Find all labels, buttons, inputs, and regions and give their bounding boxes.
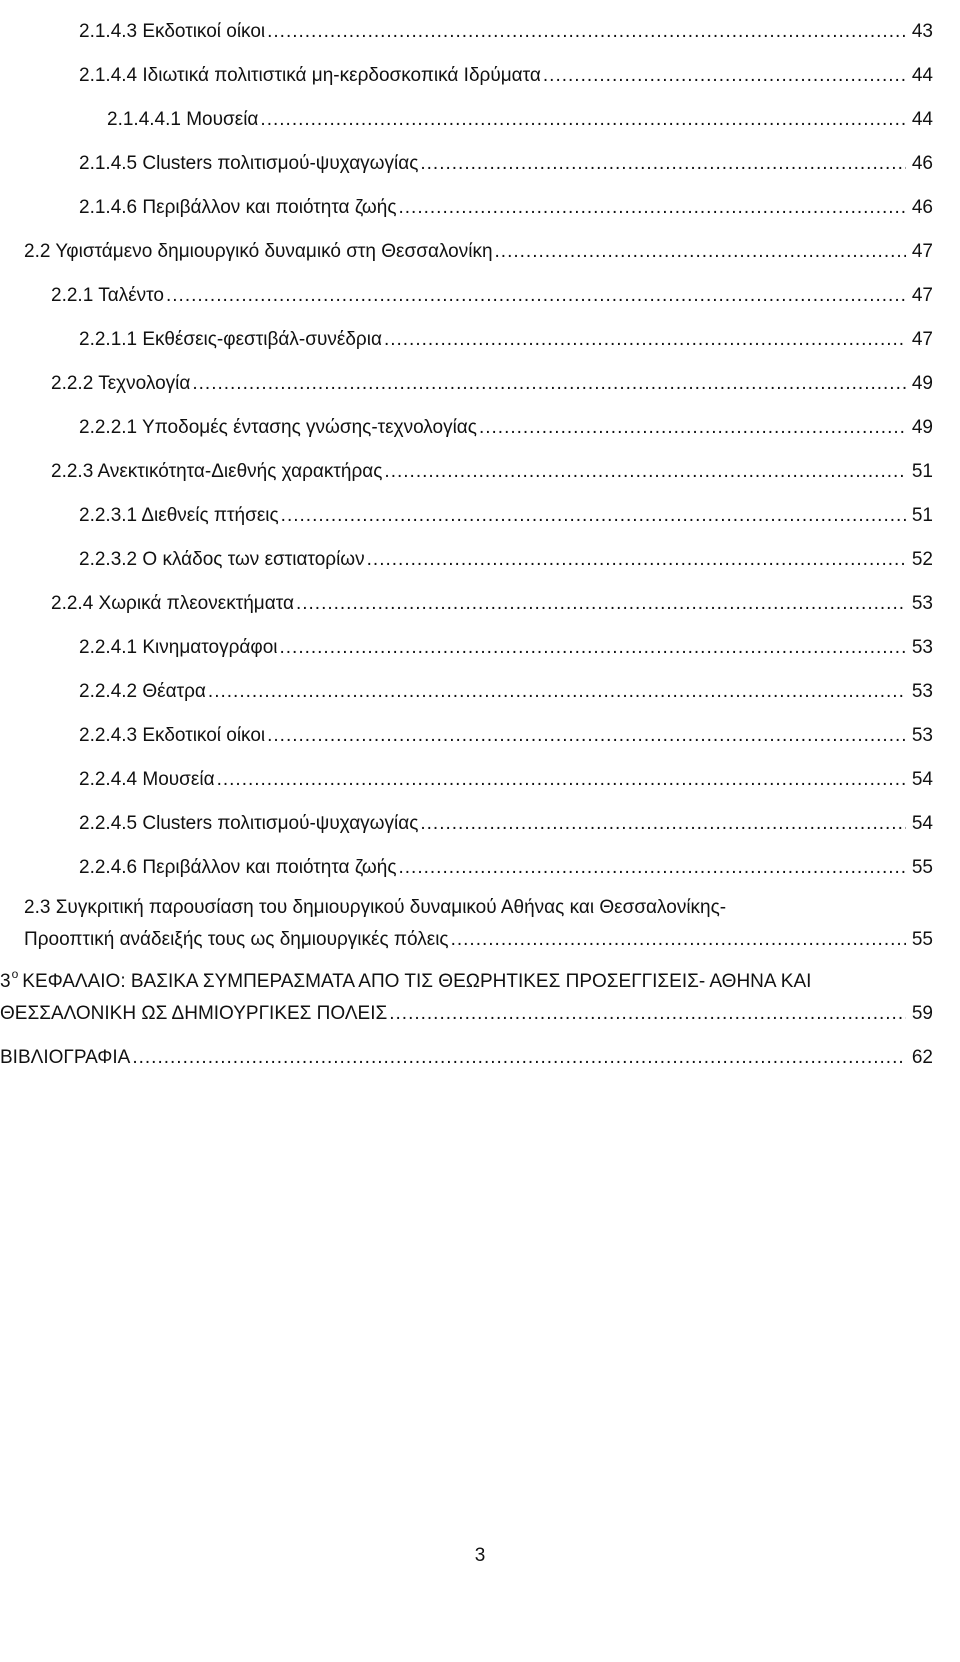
toc-entry-page: 53: [911, 725, 933, 746]
toc-entry[interactable]: [79, 856, 933, 880]
toc-dot-leader: [208, 680, 906, 704]
toc-dot-leader: [479, 416, 906, 440]
toc-dot-leader: [192, 372, 906, 396]
toc-entry-page: 49: [911, 417, 933, 438]
toc-entry-label: 2.2.3.2 Ο κλάδος των εστιατορίων: [79, 549, 365, 570]
toc-dot-leader: [217, 768, 906, 792]
toc-entry[interactable]: [79, 196, 933, 220]
toc-entry[interactable]: [79, 724, 933, 748]
toc-entry[interactable]: [79, 768, 933, 792]
toc-entry-chapter-3[interactable]: [0, 1002, 933, 1026]
toc-dot-leader: [384, 460, 905, 484]
toc-entry-page: 44: [911, 65, 933, 86]
toc-dot-leader: [132, 1046, 906, 1070]
toc-entry-label: 2.2 Υφιστάμενο δημιουργικό δυναμικό στη Θεσσαλονίκη: [24, 241, 493, 262]
toc-entry[interactable]: [51, 372, 933, 396]
toc-dot-leader: [296, 592, 906, 616]
toc-dot-leader: [420, 812, 905, 836]
toc-entry[interactable]: [79, 680, 933, 704]
toc-dot-leader: [451, 928, 906, 952]
toc-entry[interactable]: [79, 64, 933, 88]
toc-entry[interactable]: [79, 812, 933, 836]
toc-entry-page: 53: [911, 637, 933, 658]
toc-entry-label: 2.2.4.2 Θέατρα: [79, 681, 206, 702]
toc-entry[interactable]: [51, 284, 933, 308]
toc-entry-page: 62: [911, 1047, 933, 1068]
toc-entry-label: 2.1.4.3 Εκδοτικοί οίκοι: [79, 21, 266, 42]
toc-entry-label: 2.2.3.1 Διεθνείς πτήσεις: [79, 505, 279, 526]
toc-entry-page: 44: [911, 109, 933, 130]
toc-entry-page: 46: [911, 153, 933, 174]
chapter-ordinal-superscript: ο: [11, 967, 19, 981]
toc-entry-label: Προοπτική ανάδειξής τους ως δημιουργικές πόλεις: [24, 929, 449, 950]
toc-entry[interactable]: [51, 592, 933, 616]
page-number: 3: [474, 1545, 486, 1566]
toc-entry-section-2-3[interactable]: [24, 928, 933, 952]
toc-entry-page: 51: [911, 461, 933, 482]
toc-entry-page: 55: [911, 929, 933, 950]
toc-entry-page: 53: [911, 593, 933, 614]
toc-entry-page: 49: [911, 373, 933, 394]
toc-dot-leader: [166, 284, 906, 308]
toc-entry-label: 2.2.4.1 Κινηματογράφοι: [79, 637, 278, 658]
toc-dot-leader: [267, 20, 906, 44]
toc-entry[interactable]: [79, 20, 933, 44]
toc-entry-chapter-3-line1[interactable]: [0, 967, 933, 995]
toc-entry-label: 2.2.2.1 Υποδομές έντασης γνώσης-τεχνολογίας: [79, 417, 477, 438]
toc-entry-bibliography[interactable]: [0, 1046, 933, 1070]
toc-entry[interactable]: [79, 328, 933, 352]
toc-entry-label: 2.1.4.4.1 Μουσεία: [107, 109, 259, 130]
toc-entry-label: ΘΕΣΣΑΛΟΝΙΚΗ ΩΣ ΔΗΜΙΟΥΡΓΙΚΕΣ ΠΟΛΕΙΣ: [0, 1003, 388, 1024]
toc-entry-label: 2.2.4.4 Μουσεία: [79, 769, 215, 790]
toc-entry-page: 55: [911, 857, 933, 878]
toc-dot-leader: [367, 548, 906, 572]
toc-entry[interactable]: [79, 416, 933, 440]
toc-entry[interactable]: [79, 636, 933, 660]
toc-dot-leader: [389, 1002, 906, 1026]
chapter-number: 3: [0, 971, 11, 992]
toc-entry-page: 59: [911, 1003, 933, 1024]
toc-entry-page: 47: [911, 285, 933, 306]
toc-dot-leader: [399, 196, 906, 220]
toc-dot-leader: [543, 64, 906, 88]
toc-entry-label: 2.1.4.5 Clusters πολιτισμού-ψυχαγωγίας: [79, 153, 419, 174]
toc-dot-leader: [281, 504, 906, 528]
toc-entry-label: 2.2.4.5 Clusters πολιτισμού-ψυχαγωγίας: [79, 813, 419, 834]
toc-entry[interactable]: [79, 548, 933, 572]
toc-entry[interactable]: [79, 152, 933, 176]
toc-entry-page: 47: [911, 329, 933, 350]
toc-entry-page: 54: [911, 813, 933, 834]
toc-dot-leader: [384, 328, 906, 352]
toc-entry-label: 2.2.1 Ταλέντο: [51, 285, 164, 306]
toc-dot-leader: [399, 856, 906, 880]
toc-entry-page: 51: [911, 505, 933, 526]
chapter-title-line1: ΚΕΦΑΛΑΙΟ: ΒΑΣΙΚΑ ΣΥΜΠΕΡΑΣΜΑΤΑ ΑΠΟ ΤΙΣ ΘΕΩΡΗΤΙΚΕΣ ΠΡΟΣΕΓΓΙΣΕΙΣ- ΑΘΗΝΑ ΚΑΙ: [22, 971, 812, 992]
toc-dot-leader: [267, 724, 906, 748]
toc-entry-label: 2.2.4.6 Περιβάλλον και ποιότητα ζωής: [79, 857, 397, 878]
toc-entry[interactable]: [24, 240, 933, 264]
toc-entry-page: 53: [911, 681, 933, 702]
toc-entry-label: 2.2.2 Τεχνολογία: [51, 373, 191, 394]
toc-entry-label: 2.2.1.1 Εκθέσεις-φεστιβάλ-συνέδρια: [79, 329, 382, 350]
toc-entry[interactable]: [79, 504, 933, 528]
toc-dot-leader: [495, 240, 906, 264]
toc-dot-leader: [279, 636, 905, 660]
toc-entry-section-2-3-line1[interactable]: 2.3 Συγκριτική παρουσίαση του δημιουργικού δυναμικού Αθήνας και Θεσσαλονίκης-: [24, 897, 727, 918]
toc-entry-label: 2.2.3 Ανεκτικότητα-Διεθνής χαρακτήρας: [51, 461, 383, 482]
toc-entry-label: ΒΙΒΛΙΟΓΡΑΦΙΑ: [0, 1047, 131, 1068]
toc-entry-label: 2.1.4.6 Περιβάλλον και ποιότητα ζωής: [79, 197, 397, 218]
toc-entry-page: 43: [911, 21, 933, 42]
toc-dot-leader: [260, 108, 905, 132]
toc-entry-label: 2.2.4 Χωρικά πλεονεκτήματα: [51, 593, 294, 614]
toc-entry[interactable]: [107, 108, 933, 132]
toc-entry-label: 2.2.4.3 Εκδοτικοί οίκοι: [79, 725, 266, 746]
toc-entry-page: 52: [911, 549, 933, 570]
toc-entry-page: 54: [911, 769, 933, 790]
toc-entry-page: 47: [911, 241, 933, 262]
toc-dot-leader: [420, 152, 905, 176]
toc-entry[interactable]: [51, 460, 933, 484]
toc-entry-page: 46: [911, 197, 933, 218]
toc-entry-label: 2.1.4.4 Ιδιωτικά πολιτιστικά μη-κερδοσκοπικά Ιδρύματα: [79, 65, 541, 86]
